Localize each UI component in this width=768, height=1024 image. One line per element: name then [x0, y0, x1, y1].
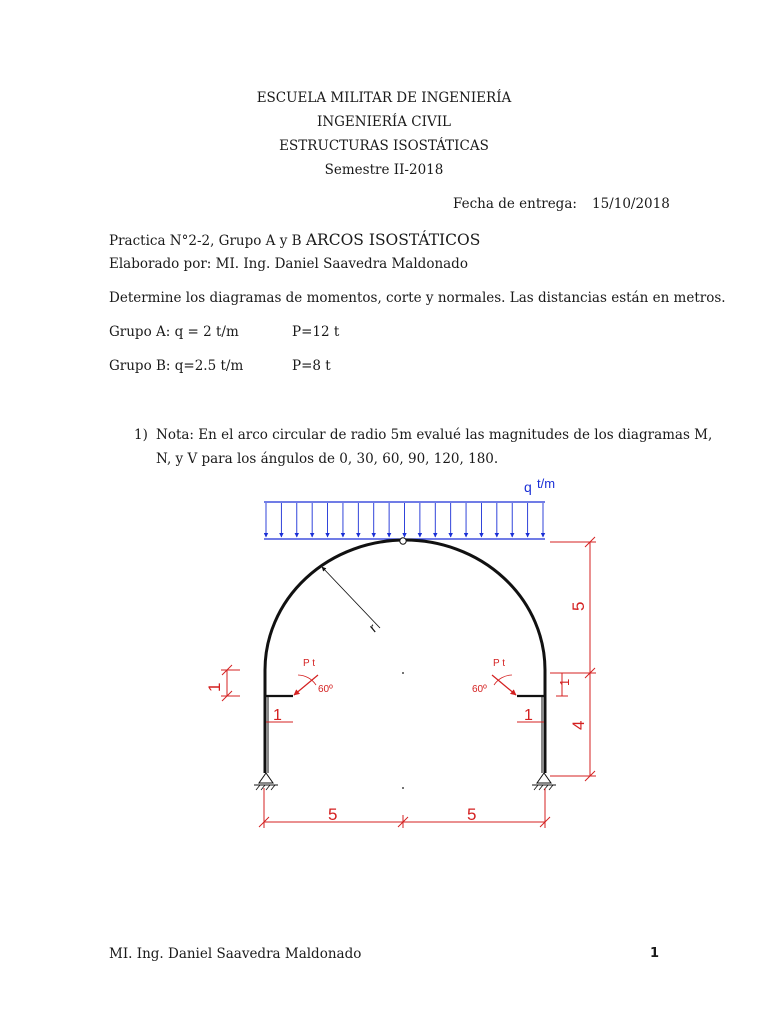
note-line-2: N, y V para los ángulos de 0, 30, 60, 90, 120, 180.	[156, 451, 499, 467]
angle-right-label: 60º	[472, 684, 487, 695]
note-number: 1)	[134, 427, 148, 443]
footer-author: MI. Ing. Daniel Saavedra Maldonado	[109, 946, 362, 962]
arch	[265, 540, 545, 670]
group-b-load: P=8 t	[292, 358, 331, 374]
p-right-label: P t	[493, 658, 506, 669]
dim-top-label: 5	[569, 601, 588, 611]
right-vertical-dimension	[550, 537, 596, 781]
delivery-date: 15/10/2018	[592, 196, 670, 212]
q-unit: t/m	[537, 476, 556, 491]
dim-right-1-label: 1	[557, 678, 572, 686]
page-number: 1	[650, 946, 660, 961]
q-label: q	[524, 479, 532, 495]
hinge	[400, 538, 406, 544]
course-name: ESTRUCTURAS ISOSTÁTICAS	[279, 138, 489, 154]
note-line-1: Nota: En el arco circular de radio 5m evalué las magnitudes de los diagramas M,	[156, 427, 713, 443]
practice-title: ARCOS ISOSTÁTICOS	[305, 231, 481, 249]
delivery-label: Fecha de entrega:	[453, 196, 577, 212]
left-point-load	[294, 675, 318, 695]
group-a-label: Grupo A: q = 2 t/m	[109, 324, 239, 340]
dim-left-offset-label: 1	[273, 707, 282, 724]
group-b-label: Grupo B: q=2.5 t/m	[109, 358, 244, 374]
career-name: INGENIERÍA CIVIL	[316, 114, 452, 130]
right-point-load	[492, 675, 516, 695]
angle-left-label: 60º	[318, 684, 333, 695]
arch-figure	[200, 470, 620, 830]
instruction: Determine los diagramas de momentos, corte y normales. Las distancias están en metros.	[109, 290, 726, 306]
radius-line	[322, 567, 380, 628]
author-line: Elaborado por: MI. Ing. Daniel Saavedra Maldonado	[109, 256, 468, 272]
radius-label: r	[365, 620, 380, 636]
span-dimension	[259, 788, 550, 828]
span-left-label: 5	[328, 805, 338, 824]
practice-heading	[109, 231, 480, 249]
dim-left-1-label: 1	[205, 682, 224, 692]
distributed-load	[264, 502, 545, 539]
semester: Semestre II-2018	[324, 162, 444, 178]
left-support	[254, 773, 278, 790]
group-a-load: P=12 t	[292, 324, 340, 340]
dim-right-offset-label: 1	[524, 707, 533, 724]
p-left-label: P t	[303, 658, 316, 669]
practice-prefix: Practica N°2-2, Grupo A y B	[109, 233, 306, 249]
span-right-label: 5	[467, 805, 477, 824]
dim-bottom-label: 4	[569, 720, 588, 730]
school-name: ESCUELA MILITAR DE INGENIERÍA	[256, 90, 512, 106]
